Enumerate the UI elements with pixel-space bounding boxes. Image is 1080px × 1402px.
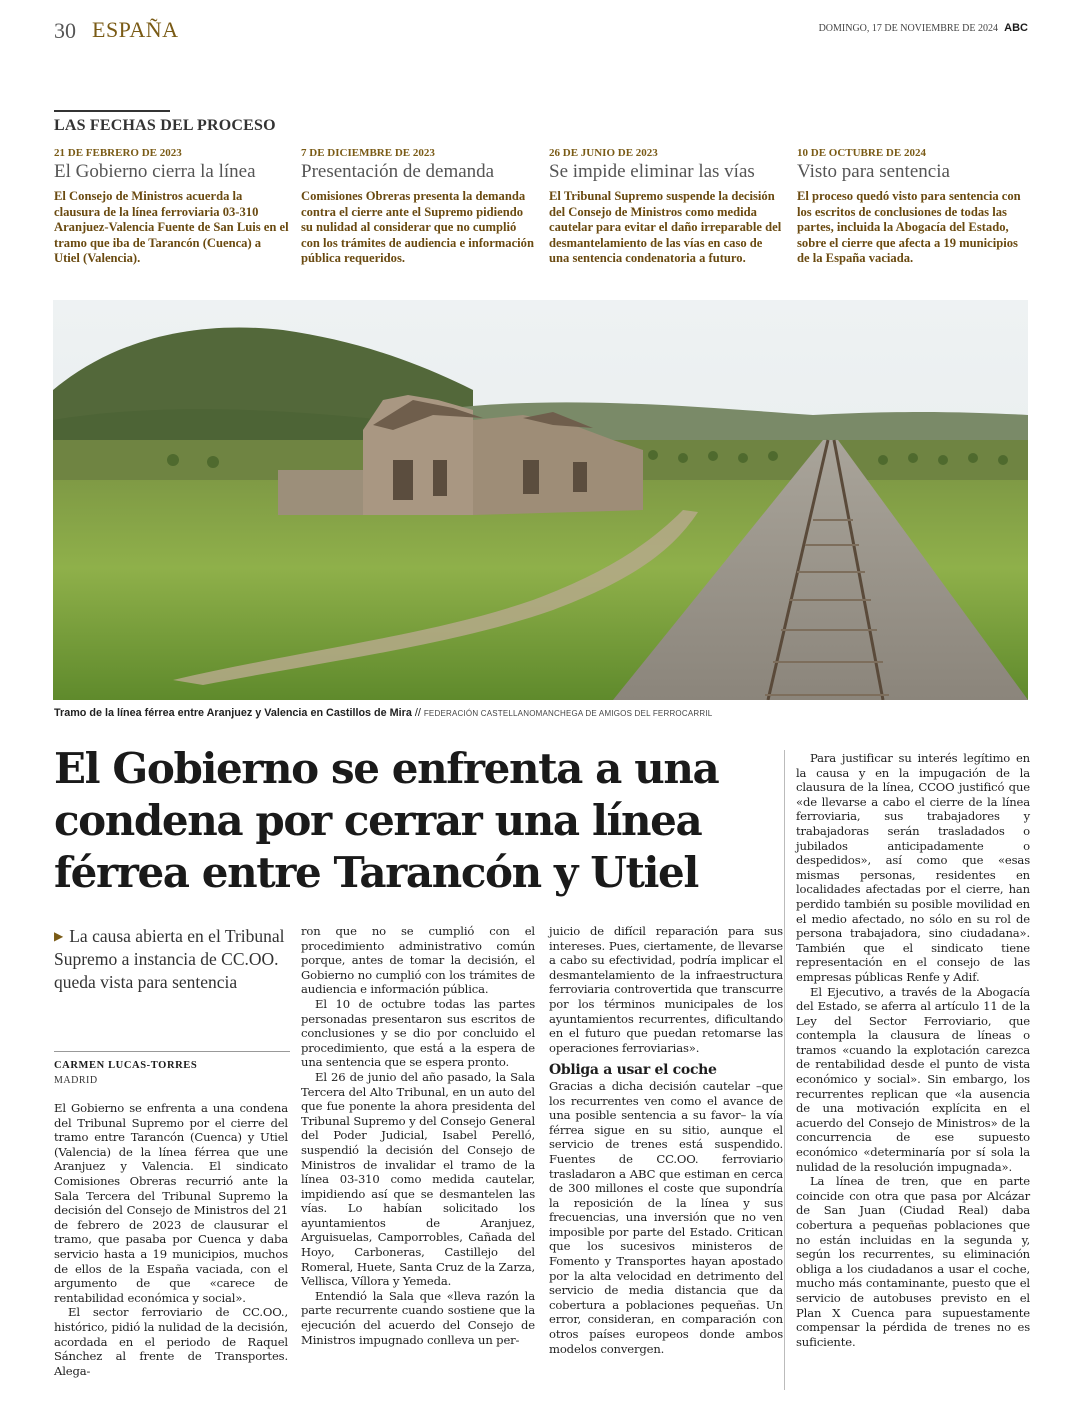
paragraph: El sector ferroviario de CC.OO., histórico, pidió la nulidad de la decisión, acordada en el periodo de Raquel Sánchez al frente de Transportes. Alega- — [54, 1305, 288, 1378]
issue-date: DOMINGO, 17 DE NOVIEMBRE DE 2024 — [818, 23, 998, 34]
section-title: ESPAÑA — [92, 17, 179, 42]
timeline-text: Comisiones Obreras presenta la demanda contra el cierre ante el Supremo pidiendo su nulidad al considerar que no cumplió con los trámites de audiencia e información pública requeridos. — [301, 189, 534, 266]
paragraph: El Ejecutivo, a través de la Abogacía del Estado, se aferra al artículo 11 de la Ley del Sector Ferroviario, que contempla la clausura de líneas o tramos «cuando la explotación carezca de rentabilidad desde el punto de vista económico y social». Sin embargo, los recurrentes replican que «la ausencia de una motivación explícita en el acuerdo del Consejo de Ministros» de la concurrencia de ese supuesto económico «determinaría por sí sola la nulidad de la resolución impugnada». — [796, 984, 1030, 1174]
headline-line: El Gobierno se enfrenta a una — [54, 744, 719, 793]
paragraph: El 10 de octubre todas las partes personadas presentaron sus escritos de conclusiones y se dio por concluido el procedimiento, que está a la espera de una sentencia que se espera pronto. — [301, 996, 535, 1070]
timeline-entry — [797, 147, 1033, 267]
paragraph: Para justificar su interés legítimo en la causa y en la impugación de la clausura de la línea, CCOO justificó que «de llevarse a cabo el cierre de la línea ferroviaria, sus trabajadores y trabajadoras serán trasladados o jubilados anticipadamente o despedidos», así como que «esas mismas personas, residentes en localidades afectadas por el cierre, han perdido también su posible movilidad en el medio afectado, no sólo en su rol de persona trabajadora, sino ciudadana». También que el sindicato tiene representación en el consejo de las empresas públicas Renfe y Adif. — [796, 751, 1030, 984]
timeline-date: 10 DE OCTUBRE DE 2024 — [797, 147, 926, 159]
timeline-date: 21 DE FEBRERO DE 2023 — [54, 147, 182, 159]
author-byline: CARMEN LUCAS-TORRES — [54, 1060, 198, 1071]
paragraph: Gracias a dicha decisión cautelar –que los recurrentes ven como el avance de una posible sentencia a su favor– la vía férrea sigue en su sitio, aunque el servicio de trenes está suspendido. Fuentes de CC.OO. ferroviario trasladaron a ABC que estiman en cerca de 300 millones el coste que supondría la reposición de la línea y sus frecuencias, una inversión que no ven imposible por parte del Estado. Critican que los sucesivos ministeros de Fomento y Transportes hayan apostado por la alta velocidad en detrimento del servicio de media distancia que da cobertura a poblaciones pequeñas. Un error, consideran, en comparación con otros países europeos donde ambos modelos convergen. — [549, 1078, 783, 1356]
page-number: 30 — [54, 18, 76, 43]
paragraph: juicio de difícil reparación para sus intereses. Pues, ciertamente, de llevarse a cabo su efectividad, podría implicar el desmantelamiento de la infraestructura ferroviaria controvertida que transcurre por los términos municipales de los ayuntamientos recurrentes, dificultando en el futuro que puedan retomarse las operaciones ferroviarias». — [549, 924, 783, 1055]
caption-separator: // — [411, 707, 424, 719]
paragraph: ron que no se cumplió con el procedimiento administrativo común porque, antes de tomar la decisión, el Gobierno no cumplió con los trámites de audiencia e información pública. — [301, 924, 535, 997]
paragraph: El Gobierno se enfrenta a una condena del Tribunal Supremo por el cierre del tramo entre Tarancón (Cuenca) y Utiel (Valencia) de la línea férrea que une Aranjuez y Valencia. El sindicato Comisiones Obreras recurrió ante la Sala Tercera del Tribunal Supremo la decisión del Consejo de Ministros del 21 de febrero de 2023 de clausurar el tramo, que pasaba por Cuenca y daba servicio hasta a 19 municipios, muchos de ellos de la España vaciada, con el argumento de que «carece de rentabilidad económica y social». — [54, 1101, 288, 1305]
timeline-rule — [54, 110, 170, 112]
timeline-text: El Consejo de Ministros acuerda la clausura de la línea ferroviaria 03-310 Aranjuez-Valencia Fuente de San Luis en el tramo que iba de Tarancón (Cuenca) a Utiel (Valencia). — [54, 189, 289, 266]
divider — [54, 1051, 290, 1052]
timeline-date: 7 DE DICIEMBRE DE 2023 — [301, 147, 435, 159]
triangle-bullet-icon: ▶ — [54, 929, 64, 943]
article-column-1 — [54, 1101, 288, 1378]
photo-credit: FEDERACIÓN CASTELLANOMANCHEGA DE AMIGOS DEL FERROCARRIL — [423, 709, 713, 718]
timeline-headline: Visto para sentencia — [797, 161, 950, 182]
deck-text: La causa abierta en el Tribunal Supremo a instancia de CC.OO. queda vista para sentencia — [54, 926, 285, 992]
photo-caption — [54, 707, 712, 719]
timeline-title: LAS FECHAS DEL PROCESO — [54, 117, 276, 134]
article-column-3 — [549, 924, 783, 1356]
dateline-city: MADRID — [54, 1075, 98, 1086]
timeline-headline: Presentación de demanda — [301, 161, 495, 182]
timeline-entry — [54, 147, 290, 267]
timeline-headline: El Gobierno cierra la línea — [54, 161, 256, 182]
article-headline — [54, 743, 754, 899]
paragraph: La línea de tren, que en parte coincide con otra que pasa por Alcázar de San Juan (Ciudad Real) daba cobertura a pequeñas poblaciones que no están incluidas en la segunda y, según los recurrentes, su eliminación obliga a los ciudadanos a usar el coche, mucho más contaminante, puesto que el servicio de autobuses previsto en el Plan X Cuenca para supuestamente compensar la pérdida de trenes no es suficiente. — [796, 1174, 1030, 1349]
timeline-date: 26 DE JUNIO DE 2023 — [549, 147, 658, 159]
headline-line: condena por cerrar una línea — [54, 796, 702, 845]
timeline-entry — [301, 147, 537, 267]
article-column-2 — [301, 924, 535, 1347]
timeline-text: El proceso quedó visto para sentencia con los escritos de conclusiones de todas las partes, incluida la Abogacía del Estado, sobre el cierre que afecta a 19 municipios de la España vaciada. — [797, 189, 1021, 266]
article-deck — [54, 925, 290, 994]
article-column-4 — [796, 751, 1030, 1349]
timeline-entry — [549, 147, 785, 267]
timeline-text: El Tribunal Supremo suspende la decisión del Consejo de Ministros como medida cautelar para evitar el daño irreparable del desmantelamiento de las vías en caso de una sentencia condenatoria a futuro. — [549, 189, 782, 266]
timeline-headline: Se impide eliminar las vías — [549, 161, 755, 182]
publication-name: ABC — [1004, 22, 1028, 34]
article-subhead: Obliga a usar el coche — [549, 1062, 717, 1079]
railway-photo — [53, 300, 1028, 700]
column-rule — [784, 750, 785, 1390]
headline-line: férrea entre Tarancón y Utiel — [54, 848, 698, 897]
caption-text: Tramo de la línea férrea entre Aranjuez y Valencia en Castillos de Mira — [54, 707, 412, 719]
paragraph: Entendió la Sala que «lleva razón la parte recurrente cuando sostiene que la ejecución del acuerdo del Consejo de Ministros impugnado conlleva un per- — [301, 1288, 535, 1347]
paragraph: El 26 de junio del año pasado, la Sala Tercera del Alto Tribunal, en un auto del que fue ponente la ahora presidenta del Tribunal Supremo y del Consejo General del Poder Judicial, Isabel Perelló, suspendió la decisión del Consejo de Ministros de invalidar el tramo de la línea 03-310 como medida cautelar, impidiendo así que se desmantelen las vías. Lo habían solicitado los ayuntamientos de Aranjuez, Arguisuelas, Camporrobles, Cañada del Hoyo, Carboneras, Castillejo del Romeral, Huete, Santa Cruz de la Zarza, Vellisca, Víllora y Yemeda. — [301, 1069, 535, 1289]
